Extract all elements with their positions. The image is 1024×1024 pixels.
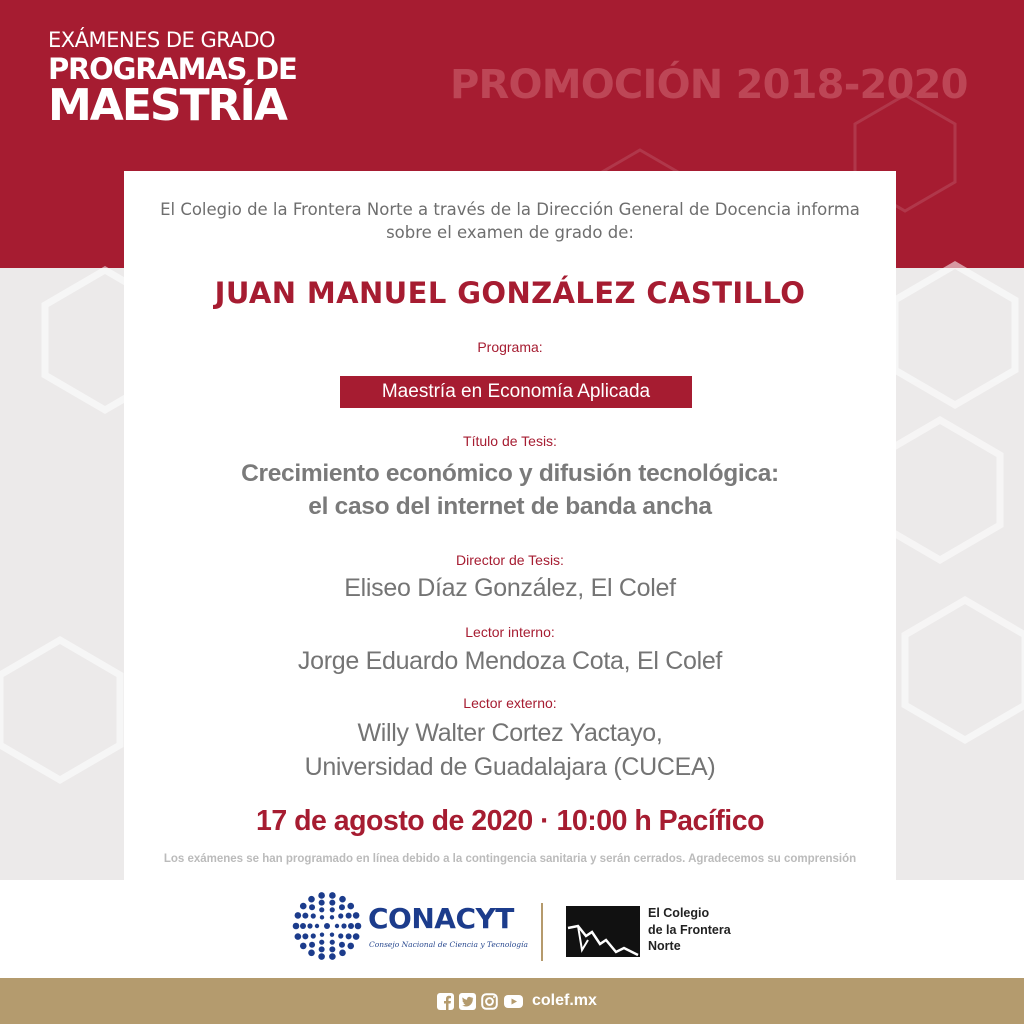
youtube-icon[interactable]: [504, 993, 523, 1010]
exam-date: 17 de agosto de 2020 · 10:00 h Pacífico: [256, 805, 764, 837]
colef-name-line1: El Colegio: [648, 906, 710, 920]
website-link[interactable]: colef.mx: [532, 992, 597, 1009]
program-badge: Maestría en Economía Aplicada: [340, 376, 692, 408]
colef-name-line2: de la Frontera: [648, 922, 731, 937]
colef-name-line3: Norte: [648, 939, 681, 953]
header-line-exams: EXÁMENES DE GRADO: [48, 28, 276, 52]
thesis-label: Título de Tesis:: [463, 433, 557, 449]
colef-logo-icon: [566, 906, 640, 957]
candidate-name: JUAN MANUEL GONZÁLEZ CASTILLO: [214, 276, 806, 310]
program-label: Programa:: [477, 339, 543, 355]
exam-note: Los exámenes se han programado en línea debido a la contingencia sanitaria y serán cerrados. Agradecemos su comprensión: [163, 853, 857, 865]
header-line-masters: MAESTRÍA: [48, 80, 286, 131]
colef-name: [648, 905, 731, 955]
header-line-programs: PROGRAMAS DE: [48, 52, 297, 86]
director-name: Eliseo Díaz González, El Colef: [344, 574, 676, 602]
conacyt-subtitle: Consejo Nacional de Ciencia y Tecnología: [369, 940, 528, 949]
thesis-title-line1: Crecimiento económico y difusión tecnológica:: [241, 460, 779, 487]
internal-reader-label: Lector interno:: [465, 624, 555, 640]
external-reader-institution: Universidad de Guadalajara (CUCEA): [304, 753, 716, 781]
internal-reader-name: Jorge Eduardo Mendoza Cota, El Colef: [297, 647, 723, 675]
announcement-card: [124, 171, 896, 881]
header-title: [48, 28, 297, 131]
intro-text: El Colegio de la Frontera Norte a través de la Dirección General de Docencia informa sobre el examen de grado de:: [160, 200, 860, 242]
conacyt-emblem-icon: [291, 890, 363, 962]
external-reader-name: Willy Walter Cortez Yactayo,: [357, 719, 663, 747]
instagram-icon[interactable]: [481, 993, 498, 1010]
conacyt-wordmark: CONACYT: [368, 902, 514, 935]
external-reader-label: Lector externo:: [463, 695, 557, 711]
director-label: Director de Tesis:: [456, 552, 564, 568]
thesis-title-line2: el caso del internet de banda ancha: [308, 493, 712, 520]
twitter-icon[interactable]: [459, 993, 476, 1010]
logo-divider: [541, 903, 543, 961]
promotion-label: PROMOCIÓN 2018-2020: [450, 62, 968, 108]
facebook-icon[interactable]: [437, 993, 454, 1010]
